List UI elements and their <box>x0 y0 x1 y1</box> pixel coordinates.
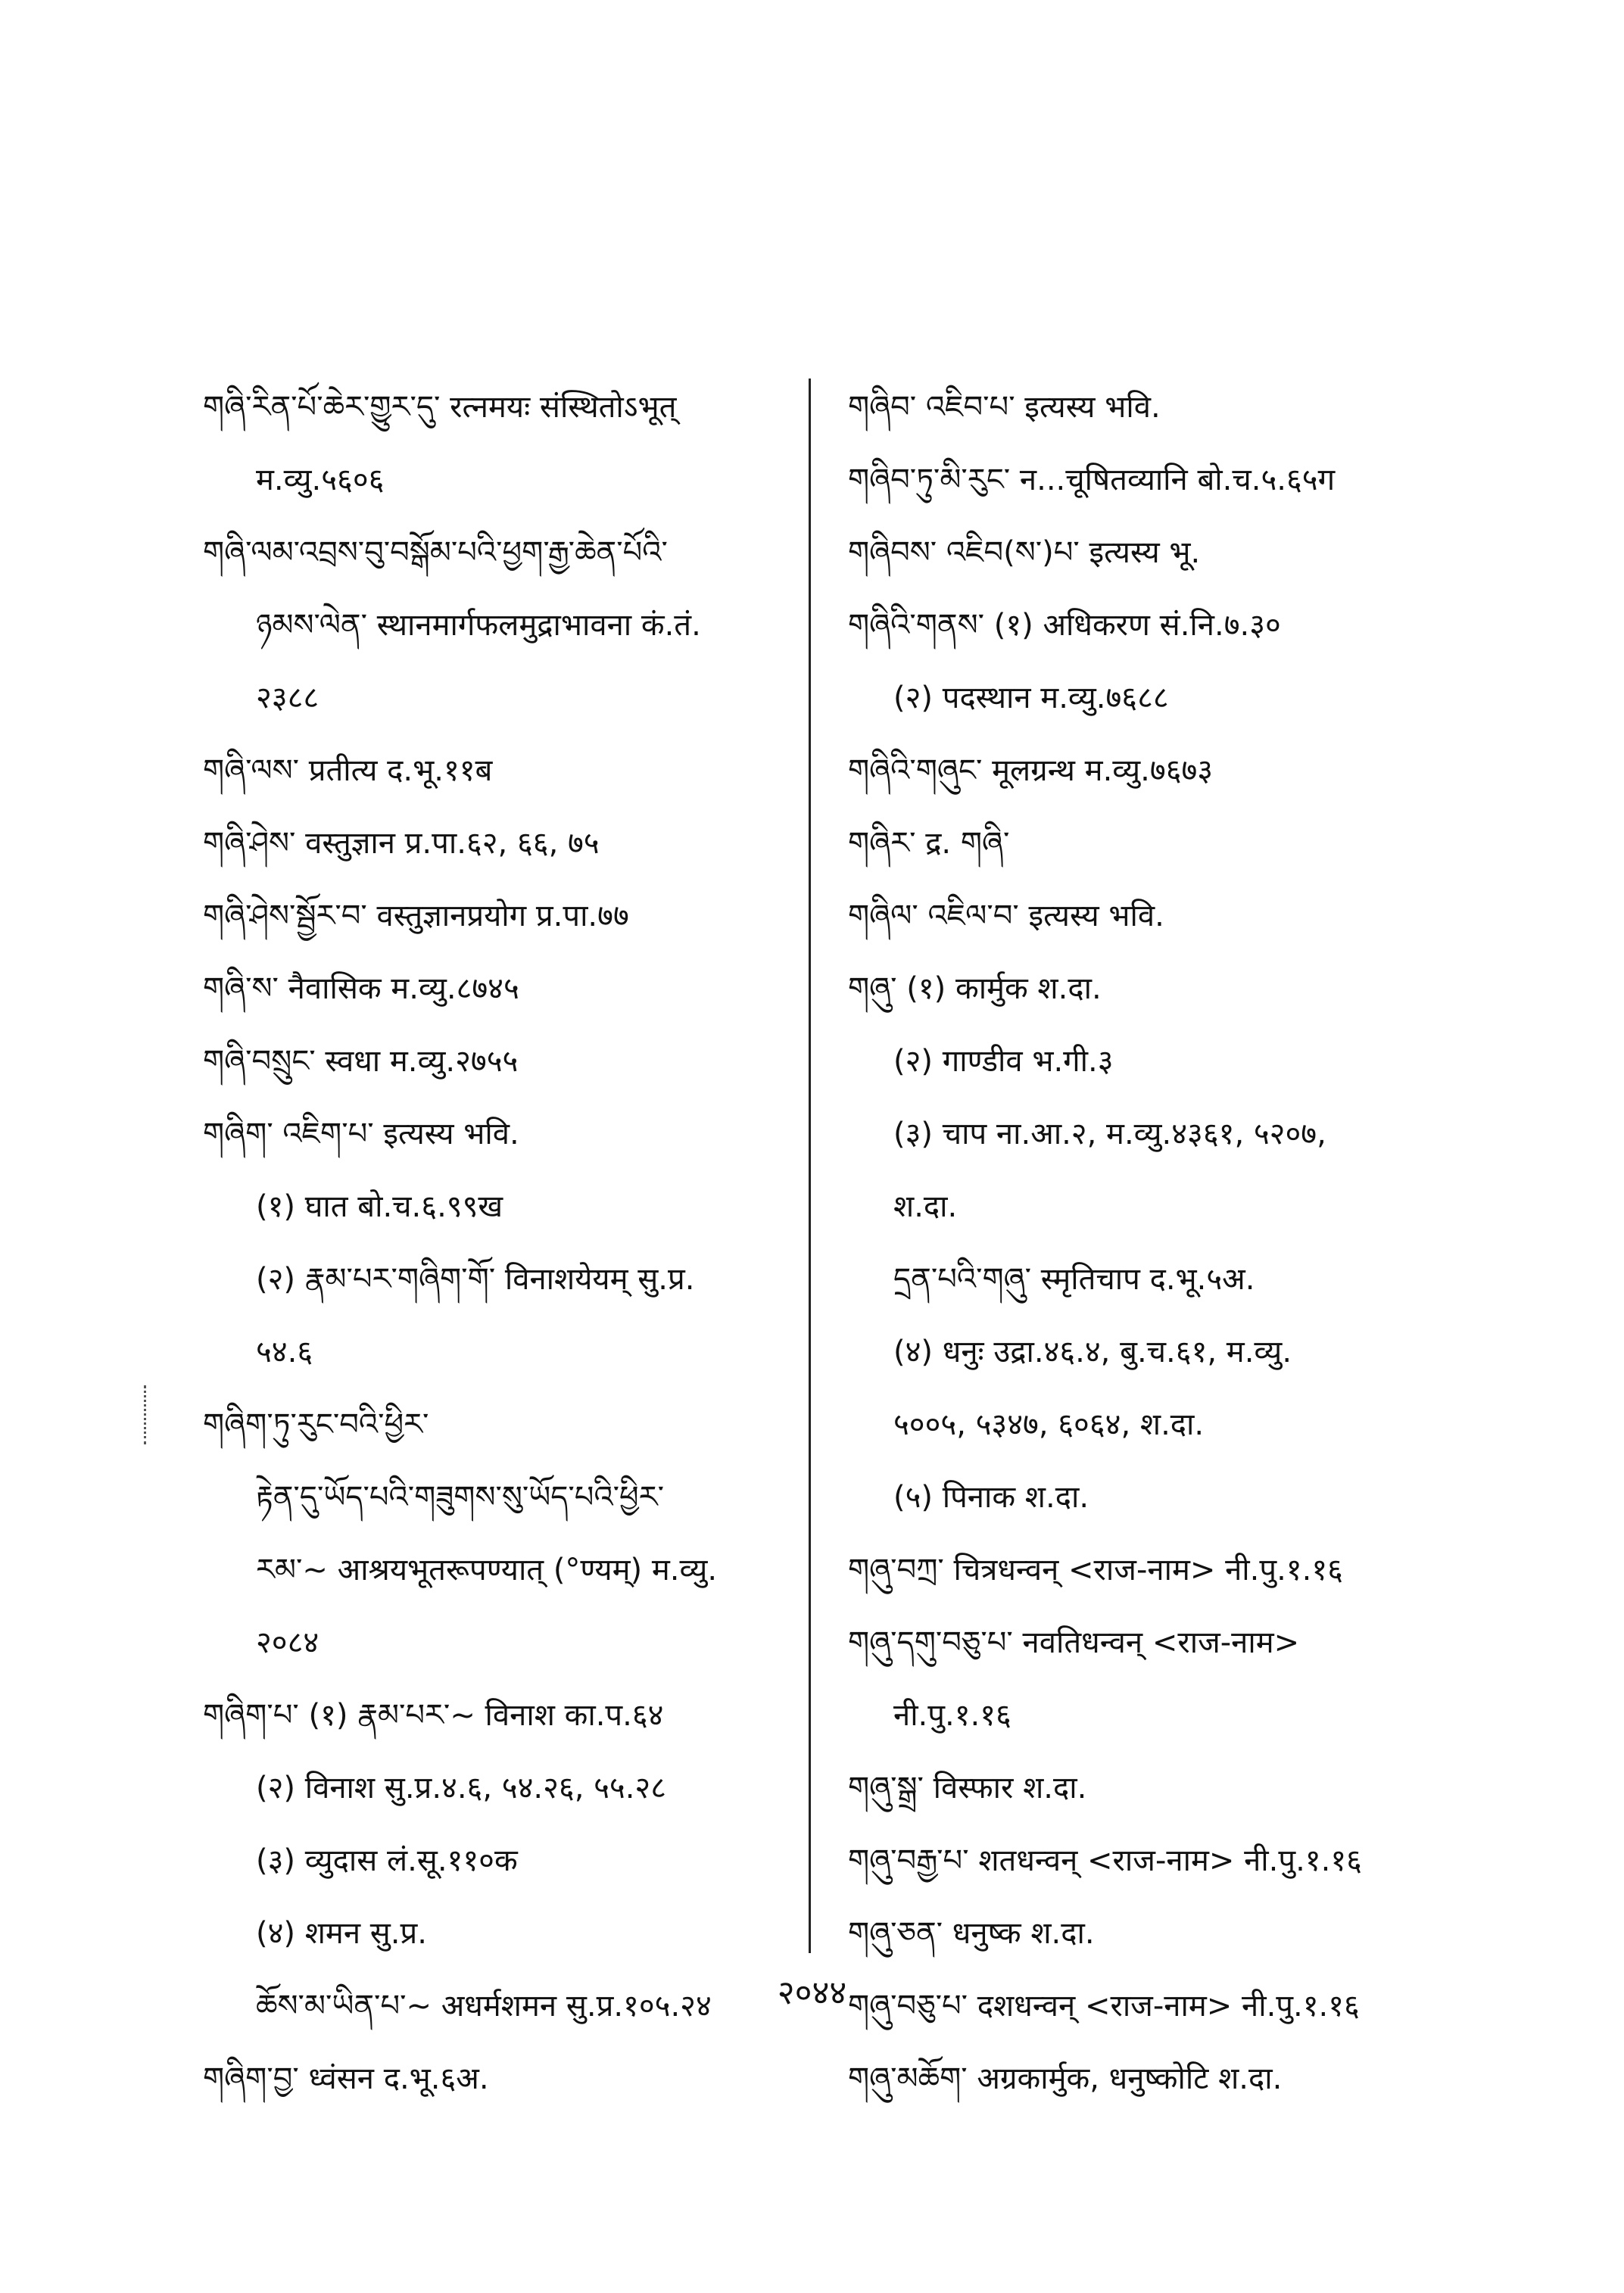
left-entry-line: གཞིག་ འཇིག་པ་ इत्यस्य भवि. <box>203 1117 519 1151</box>
right-entry-line: नी.पु.१.१६ <box>893 1698 1011 1733</box>
left-entry-line: གཞི་ཤེས་ वस्तुज्ञान प्र.पा.६२, ६६, ७५ <box>203 826 600 861</box>
left-entry-line: གཞི་ས་ नैवासिक म.व्यु.८७४५ <box>203 971 519 1006</box>
right-entry-line: (२) गाण्डीव भ.गी.३ <box>893 1044 1114 1079</box>
right-column <box>848 371 1446 2115</box>
left-entry-line: म.व्यु.५६०६ <box>256 463 385 497</box>
right-entry-line: གཞུ་བརྒྱ་པ་ शतधन्वन् <राज-नाम> नी.पु.१.१६ <box>848 1843 1362 1878</box>
left-entry-line: གཞི་ལམ་འབྲས་བུ་བསྒོམ་པའི་ཕྱག་རྒྱ་ཆེན་པོའི་ <box>203 535 668 570</box>
left-entry-line: (२) विनाश सु.प्र.४.६, ५४.२६, ५५.२८ <box>256 1771 667 1805</box>
column-divider <box>809 379 811 1953</box>
right-entry-line: གཞིའི་གནས་ (१) अधिकरण सं.नि.७.३० <box>848 608 1281 643</box>
page-number: २०४४ <box>777 1974 847 2012</box>
left-entry-line: གཞིག་པ་ (१) རྣམ་པར་~ विनाश का.प.६४ <box>203 1698 664 1733</box>
right-entry-line: གཞིབས་ འཇིབ(ས་)པ་ इत्यस्य भू. <box>848 535 1201 570</box>
left-entry-line: (२) རྣམ་པར་གཞིག་གོ་ विनाशयेयम् सु.प्र. <box>256 1262 695 1297</box>
left-entry-line: ५४.६ <box>256 1335 313 1369</box>
right-entry-line: གཞིའི་གཞུང་ मूलग्रन्थ म.व्यु.७६७३ <box>848 753 1214 788</box>
right-entry-line: श.दा. <box>893 1189 958 1224</box>
left-entry-line: ཉམས་ལེན་ स्थानमार्गफलमुद्राभावना कं.तं. <box>256 608 701 643</box>
right-entry-line: གཞུ་སྒྲ་ विस्फार श.दा. <box>848 1771 1087 1805</box>
right-entry-line: (४) धनुः उद्रा.४६.४, बु.च.६१, म.व्यु. <box>893 1335 1292 1369</box>
left-entry-line: རྟེན་དུ་ཡོད་པའི་གཟུགས་སུ་ཡོད་པའི་ཕྱིར་ <box>256 1480 664 1515</box>
left-entry-line: གཞིག་བྱ་ ध्वंसन द.भू.६अ. <box>203 2061 489 2096</box>
left-entry-line: གཞི་བསྲུང་ स्वधा म.व्यु.२७५५ <box>203 1044 519 1079</box>
left-entry-line: གཞི་ལས་ प्रतीत्य द.भू.११ब <box>203 753 493 788</box>
right-entry-line: གཞུ་བཅུ་པ་ दशधन्वन् <राज-नाम> नी.पु.१.१६ <box>848 1989 1360 2024</box>
left-entry-line: རམ་~ आश्रयभूतरूपण्यात् (°ण्यम्) म.व्यु. <box>256 1553 718 1587</box>
right-entry-line: གཞུ་མཆོག་ अग्रकार्मुक, धनुष्कोटि श.दा. <box>848 2061 1283 2096</box>
left-entry-line: ཆོས་མ་ཡིན་པ་~ अधर्मशमन सु.प्र.१०५.२४ <box>256 1989 712 2024</box>
right-entry-line: གཞུ་ (१) कार्मुक श.दा. <box>848 971 1102 1006</box>
right-entry-line: (२) पदस्थान म.व्यु.७६८८ <box>893 681 1169 715</box>
right-entry-line: གཞུ་ཅན་ धनुष्क श.दा. <box>848 1916 1095 1951</box>
right-entry-line: གཞིལ་ འཇིལ་བ་ इत्यस्य भवि. <box>848 899 1164 933</box>
right-entry-line: གཞིར་ द्र. གཞི་ <box>848 826 1010 861</box>
left-entry-line: གཞི་ཤེས་སྦྱོར་བ་ वस्तुज्ञानप्रयोग प्र.पा.७७ <box>203 899 629 933</box>
right-entry-line: གཞིབ་ཏུ་མི་རུང་ न...चूषितव्यानि बो.च.५.६५ग <box>848 463 1336 497</box>
left-entry-line: གཞི་རིན་པོ་ཆེར་གྱུར་དུ་ रत्नमयः संस्थितोऽभूत् <box>203 390 677 425</box>
margin-scan-mark <box>144 1385 149 1444</box>
left-entry-line: (१) घात बो.च.६.९९ख <box>256 1189 503 1224</box>
right-entry-line: གཞིབ་ འཇིབ་པ་ इत्यस्य भवि. <box>848 390 1161 425</box>
right-entry-line: (५) पिनाक श.दा. <box>893 1480 1089 1515</box>
left-entry-line: (३) व्युदास लं.सू.११०क <box>256 1843 518 1878</box>
right-entry-line: ५००५, ५३४७, ६०६४, श.दा. <box>893 1407 1205 1442</box>
right-entry-line: གཞུ་བཀྲ་ चित्रधन्वन् <राज-नाम> नी.पु.१.१६ <box>848 1553 1343 1587</box>
left-entry-line: (४) शमन सु.प्र. <box>256 1916 427 1951</box>
left-entry-line: གཞིག་ཏུ་རུང་བའི་ཕྱིར་ <box>203 1407 429 1442</box>
left-column <box>203 371 786 2115</box>
left-entry-line: २३८८ <box>256 681 320 715</box>
left-entry-line: २०८४ <box>256 1625 320 1660</box>
right-entry-line: (३) चाप ना.आ.२, म.व्यु.४३६१, ५२०७, <box>893 1117 1326 1151</box>
right-entry-line: གཞུ་དགུ་བཅུ་པ་ नवतिधन्वन् <राज-नाम> <box>848 1625 1300 1660</box>
right-entry-line: དྲན་པའི་གཞུ་ स्मृतिचाप द.भू.५अ. <box>893 1262 1255 1297</box>
